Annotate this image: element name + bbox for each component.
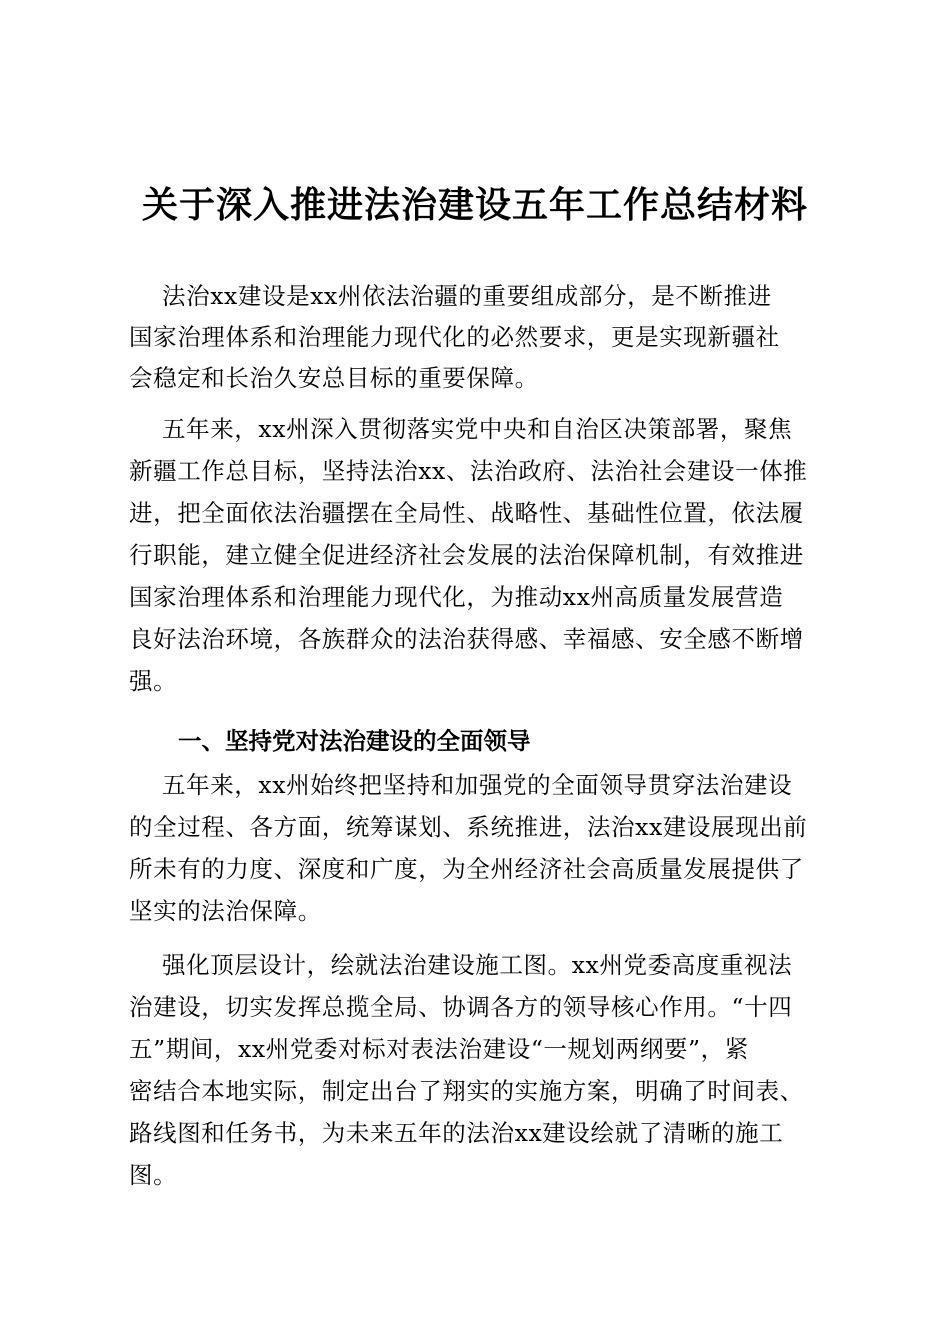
paragraph-line: 的全过程、各方面，统筹谋划、系统推进，法治xx建设展现出前	[129, 813, 808, 841]
paragraph-line: 五年来，xx州深入贯彻落实党中央和自治区决策部署，聚焦	[162, 415, 793, 443]
paragraph-line: 行职能，建立健全促进经济社会发展的法治保障机制，有效推进	[129, 541, 804, 569]
paragraph-line: 会稳定和长治久安总目标的重要保障。	[129, 364, 539, 392]
paragraph-line: 强。	[129, 667, 178, 695]
paragraph-line: 五”期间，xx州党委对标对表法治建设“一规划两纲要”，紧	[129, 1035, 749, 1063]
paragraph-line: 新疆工作总目标，坚持法治xx、法治政府、法治社会建设一体推	[129, 457, 808, 485]
paragraph-line: 治建设，切实发挥总揽全局、协调各方的领导核心作用。“十四	[129, 993, 793, 1021]
paragraph-line: 进，把全面依法治疆摆在全局性、战略性、基础性位置，依法履	[129, 499, 804, 527]
paragraph-line: 五年来，xx州始终把坚持和加强党的全面领导贯穿法治建设	[162, 771, 793, 799]
section-heading: 一、坚持党对法治建设的全面领导	[178, 727, 531, 755]
paragraph-line: 所未有的力度、深度和广度，为全州经济社会高质量发展提供了	[129, 855, 804, 883]
paragraph-line: 图。	[129, 1161, 178, 1189]
paragraph-line: 密结合本地实际，制定出台了翔实的实施方案，明确了时间表、	[129, 1077, 804, 1105]
paragraph-line: 强化顶层设计，绘就法治建设施工图。xx州党委高度重视法	[162, 951, 793, 979]
paragraph-line: 国家治理体系和治理能力现代化，为推动xx州高质量发展营造	[129, 583, 784, 611]
paragraph-line: 良好法治环境，各族群众的法治获得感、幸福感、安全感不断增	[129, 625, 804, 653]
paragraph-line: 路线图和任务书，为未来五年的法治xx建设绘就了清晰的施工	[129, 1119, 784, 1147]
paragraph-line: 法治xx建设是xx州依法治疆的重要组成部分，是不断推进	[162, 282, 772, 310]
document-title: 关于深入推进法治建设五年工作总结材料	[141, 185, 808, 226]
paragraph-line: 坚实的法治保障。	[129, 897, 322, 925]
paragraph-line: 国家治理体系和治理能力现代化的必然要求，更是实现新疆社	[129, 323, 780, 351]
